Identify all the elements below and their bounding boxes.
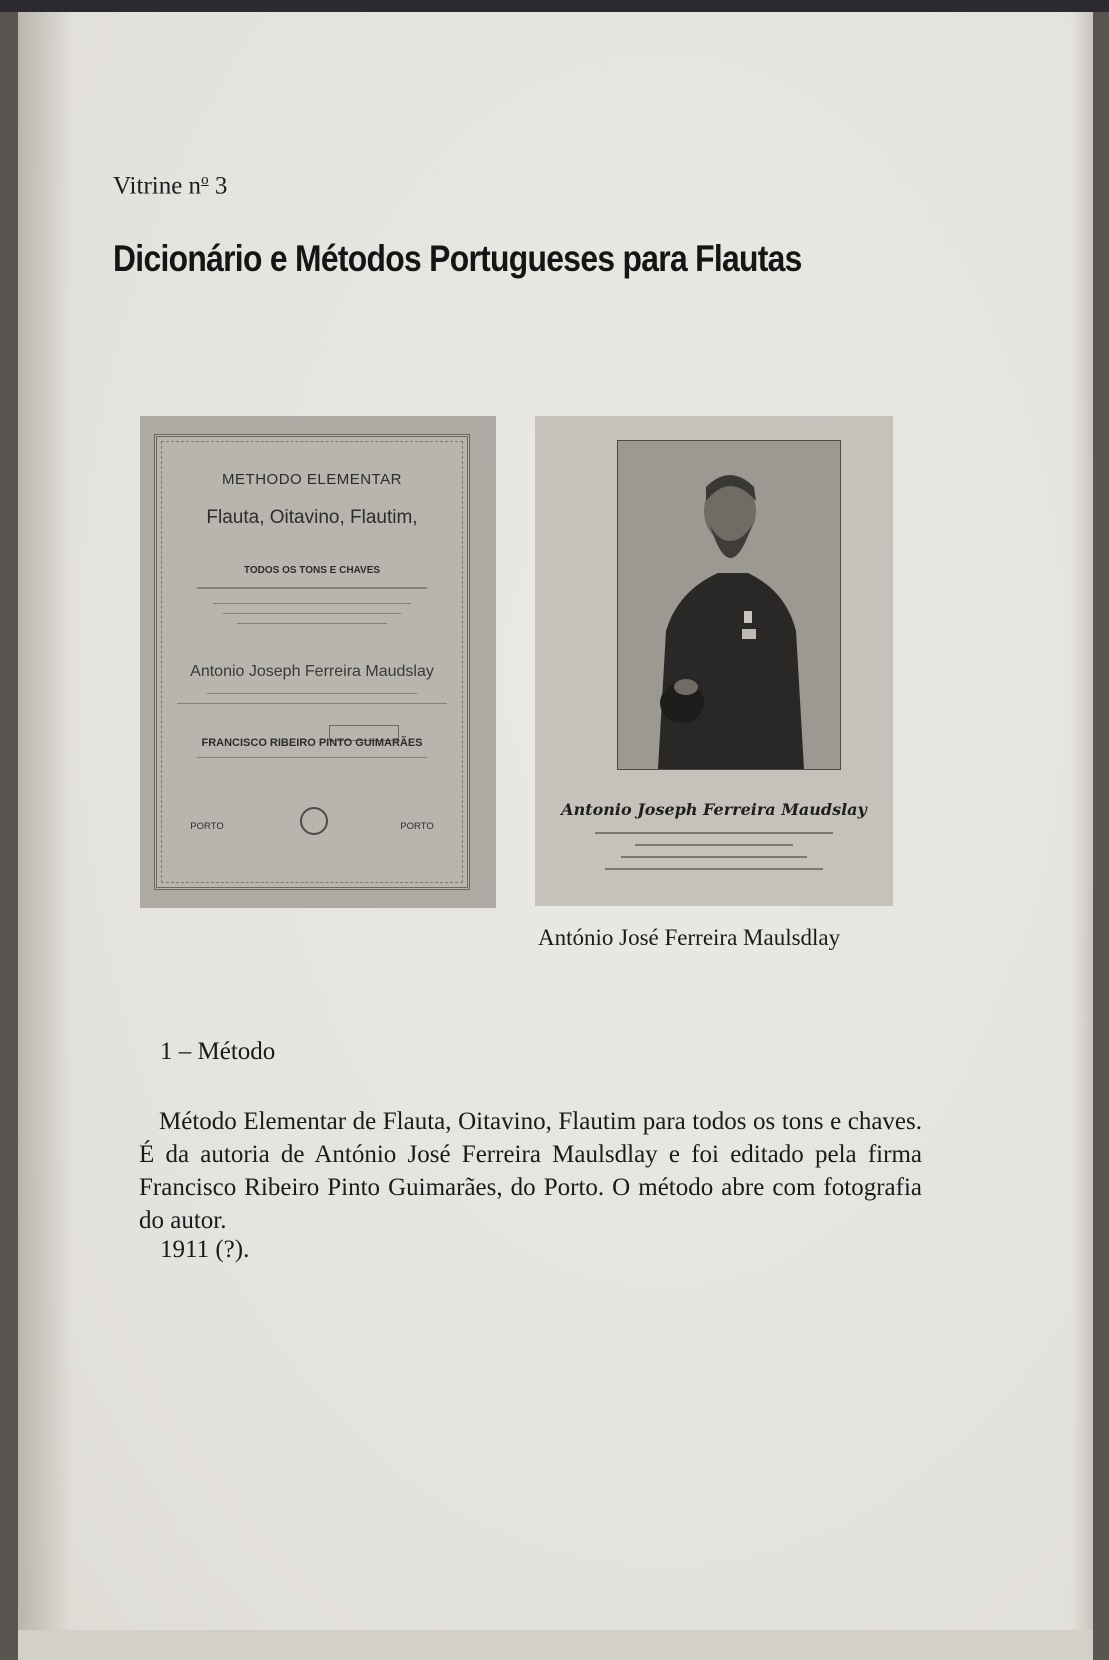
cover-rule (197, 757, 427, 758)
scan-top-edge (0, 0, 1109, 12)
cover-publisher: FRANCISCO RIBEIRO PINTO GUIMARÃES (201, 737, 423, 749)
page-bottom-strip (18, 1630, 1093, 1660)
portrait-caption: António José Ferreira Maulsdlay (538, 925, 841, 950)
page-title: Dicionário e Métodos Portugueses para Flautas (113, 238, 802, 279)
portrait-subtext-line (621, 856, 807, 858)
year-line: 1911 (?). (160, 1236, 250, 1263)
cover-rule (177, 703, 447, 704)
cover-city-left: PORTO (190, 821, 224, 832)
cover-subtitle: Flauta, Oitavino, Flautim, (206, 507, 418, 528)
author-figure-icon (618, 441, 840, 769)
portrait-inscription: Antonio Joseph Ferreira Maudslay (561, 800, 867, 819)
vitrine-label: Vitrine $n^o$ 3 (113, 172, 228, 200)
publisher-logo-icon (300, 807, 328, 835)
cover-city-right: PORTO (400, 821, 434, 832)
section-heading: 1 – Método (160, 1038, 276, 1065)
method-cover-image (140, 416, 496, 908)
page-edge-shadow (1071, 12, 1093, 1660)
portrait-subtext-line (595, 832, 833, 834)
cover-author: Antonio Joseph Ferreira Maudslay (190, 663, 434, 680)
spine-shadow (18, 12, 73, 1660)
cover-rule (207, 693, 417, 694)
author-photo (617, 440, 841, 770)
paragraph-text: Método Elementar de Flauta, Oitavino, Flautim para todos os tons e chaves. É da autoria de António José Ferreira Maulsdlay e foi editado pela firma Francisco Ribeiro Pinto Guimarães, do Porto. O método abre com fotografia do autor. (139, 1108, 922, 1234)
cover-rule (213, 603, 411, 604)
cover-border (154, 434, 470, 890)
portrait-subtext-line (605, 868, 823, 870)
body-paragraph (139, 1105, 922, 1237)
cover-title: METHODO ELEMENTAR (222, 471, 402, 488)
cover-rule (197, 587, 427, 589)
cover-rule (237, 623, 387, 624)
portrait-subtext-line (635, 844, 793, 846)
author-portrait-plate (535, 416, 893, 906)
cover-rule (223, 613, 401, 614)
cover-keys: TODOS OS TONS E CHAVES (243, 565, 381, 576)
